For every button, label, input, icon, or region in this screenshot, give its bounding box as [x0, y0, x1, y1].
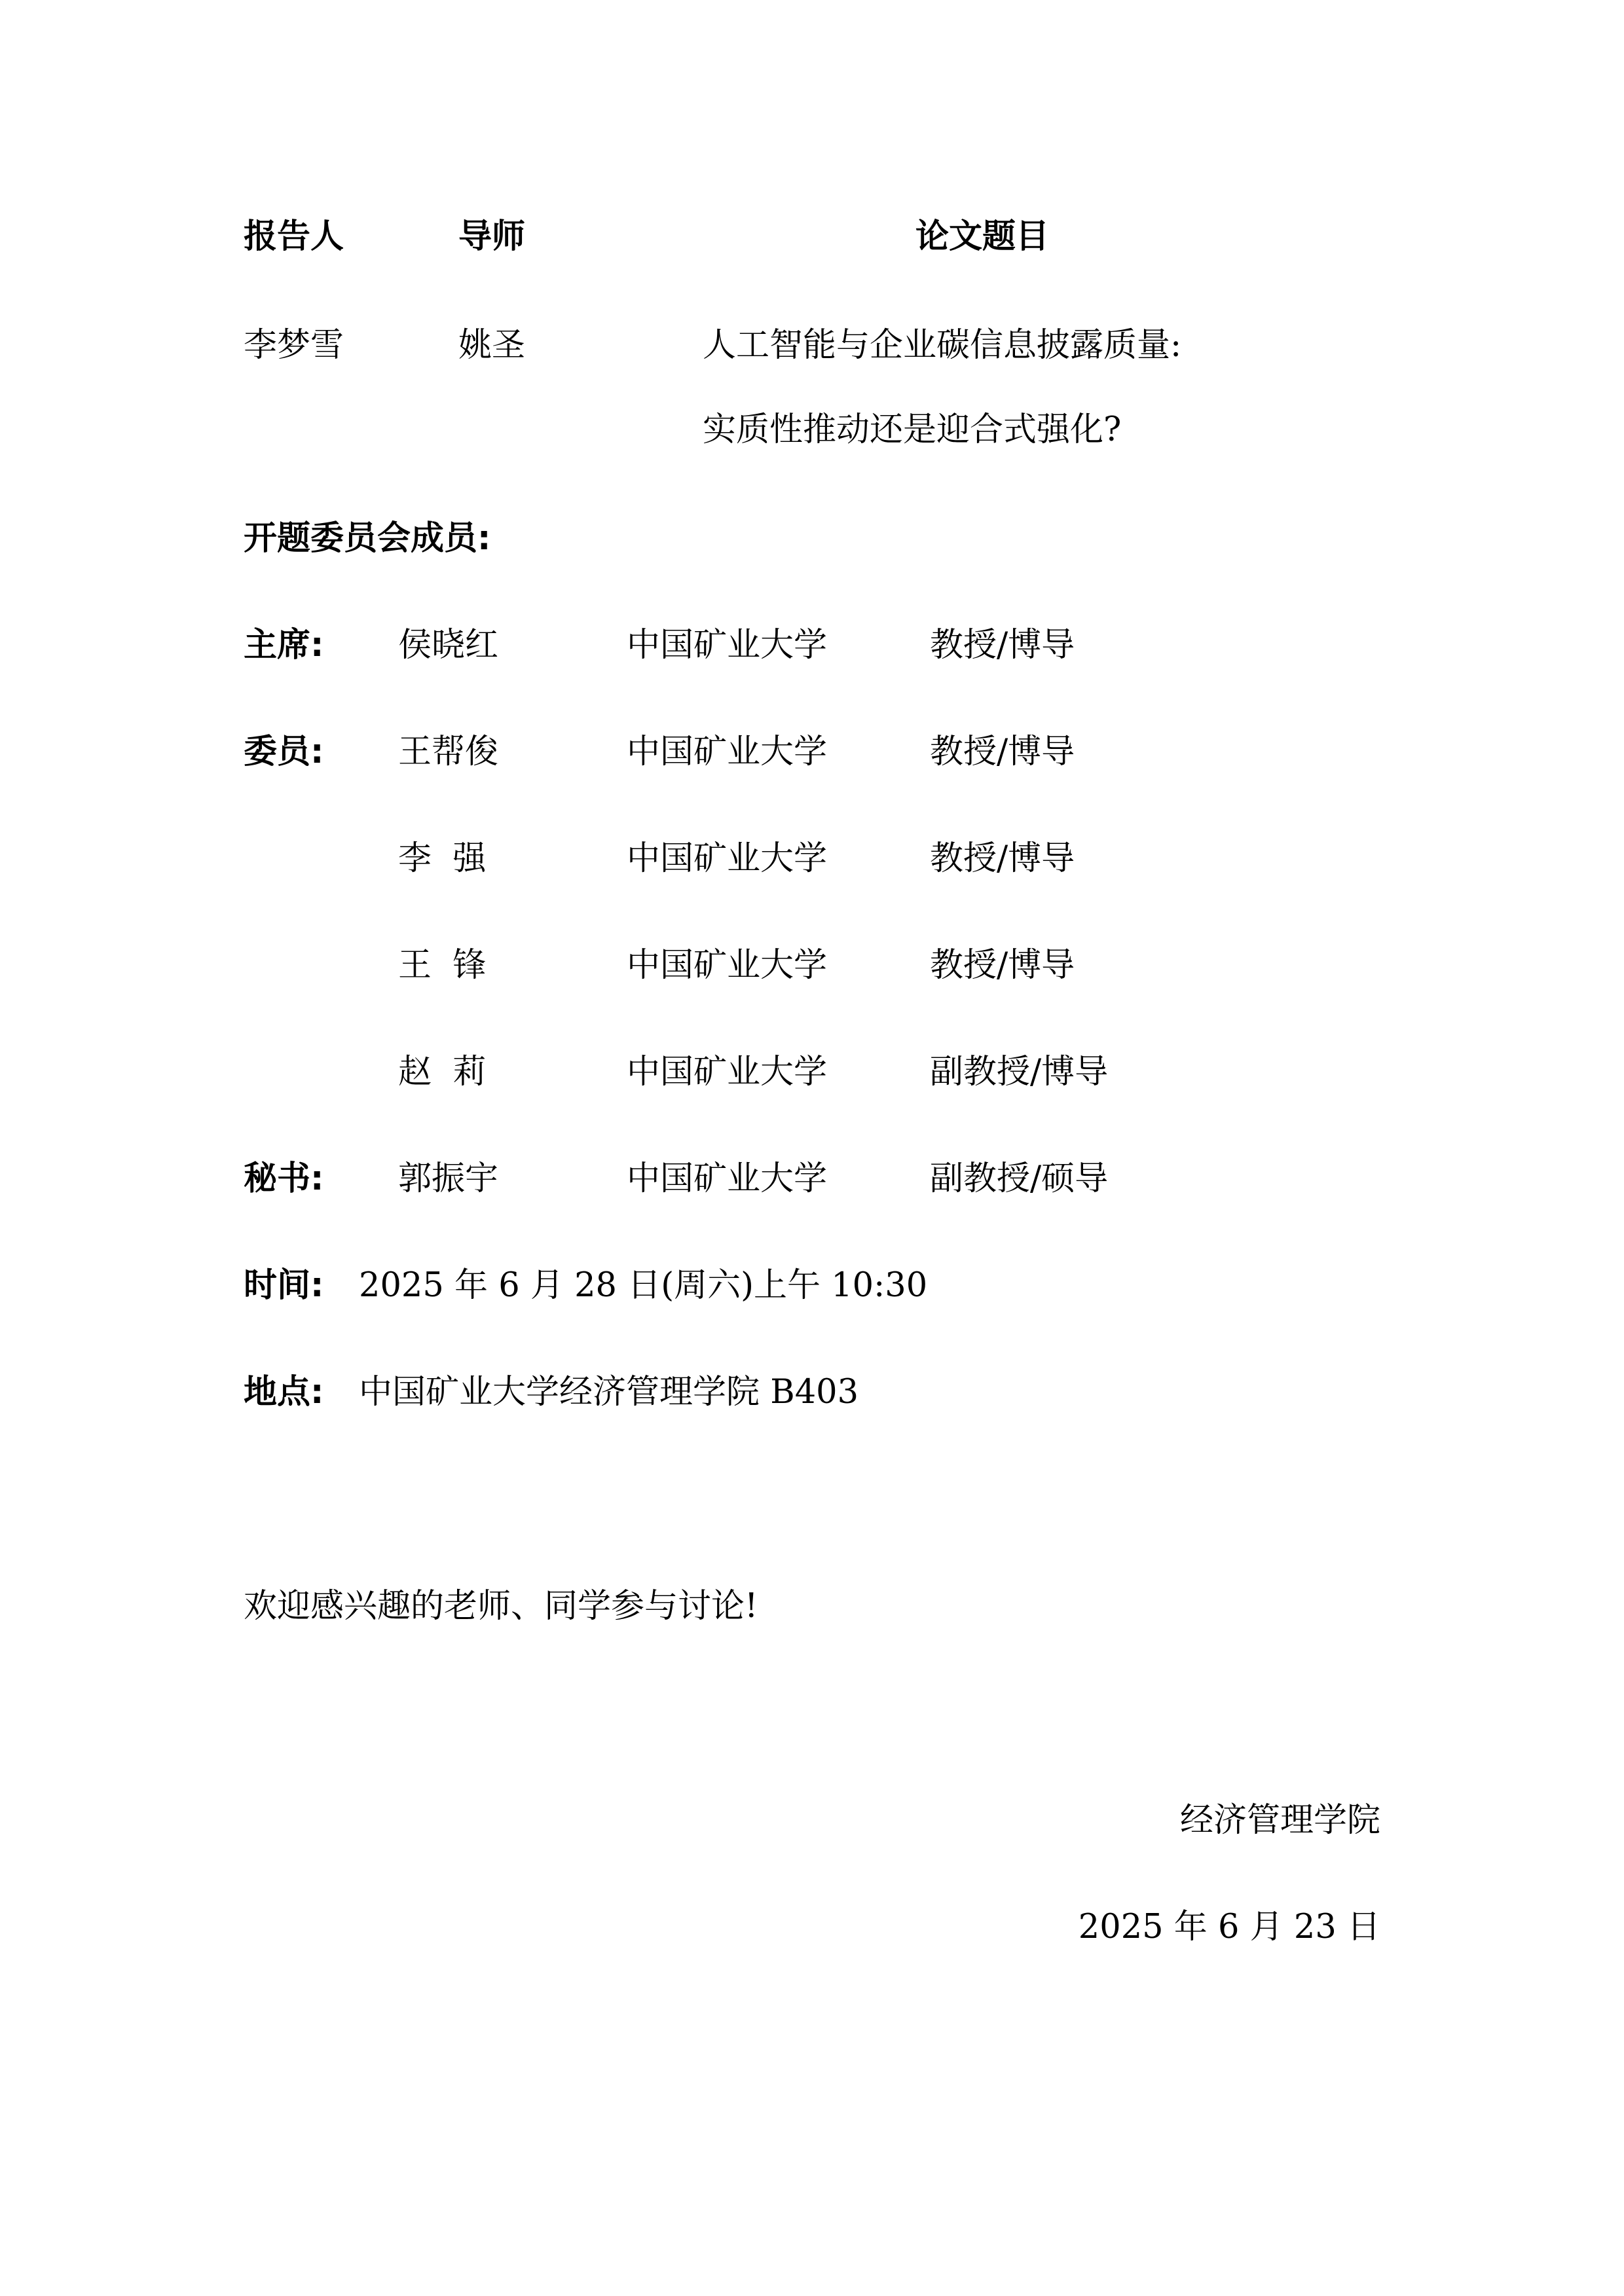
committee-member-affiliation: 中国矿业大学 [627, 1053, 828, 1091]
committee-member-title: 教授/博导 [930, 946, 1075, 985]
committee-member-affiliation: 中国矿业大学 [627, 1159, 828, 1198]
invitation-text: 欢迎感兴趣的老师、同学参与讨论! [244, 1587, 758, 1626]
place-label: 地点: [244, 1373, 324, 1412]
committee-member-affiliation: 中国矿业大学 [627, 946, 828, 985]
thesis-title-column-header: 论文题目 [915, 217, 1050, 256]
committee-member-name: 李 强 [398, 839, 487, 878]
committee-member-title: 副教授/博导 [930, 1053, 1109, 1091]
committee-member-title: 副教授/硕导 [930, 1159, 1109, 1198]
committee-member-title: 教授/博导 [930, 626, 1075, 665]
committee-member-title: 教授/博导 [930, 839, 1075, 878]
committee-member-name: 郭振宇 [398, 1159, 499, 1198]
committee-member-affiliation: 中国矿业大学 [627, 626, 828, 665]
advisor-column-header: 导师 [458, 217, 526, 256]
committee-member-affiliation: 中国矿业大学 [627, 733, 828, 771]
thesis-title-line-2: 实质性推动还是迎合式强化? [703, 410, 1122, 449]
time-value: 2025 年 6 月 28 日(周六)上午 10:30 [359, 1266, 928, 1305]
thesis-title-line-1: 人工智能与企业碳信息披露质量: [703, 326, 1182, 365]
advisor-name: 姚圣 [458, 326, 526, 365]
reporter-column-header: 报告人 [244, 217, 344, 256]
reporter-name: 李梦雪 [244, 326, 344, 365]
member-label: 委员: [244, 733, 324, 771]
place-value: 中国矿业大学经济管理学院 B403 [359, 1373, 859, 1412]
committee-member-name: 赵 莉 [398, 1053, 487, 1091]
committee-member-title: 教授/博导 [930, 733, 1075, 771]
committee-member-name: 王帮俊 [398, 733, 499, 771]
time-label: 时间: [244, 1266, 324, 1305]
footer-date: 2025 年 6 月 23 日 [1078, 1908, 1380, 1946]
secretary-label: 秘书: [244, 1159, 324, 1198]
committee-heading: 开题委员会成员: [244, 519, 491, 558]
footer-organization: 经济管理学院 [1179, 1801, 1380, 1840]
committee-member-name: 侯晓红 [398, 626, 499, 665]
chair-label: 主席: [244, 626, 324, 665]
committee-member-name: 王 锋 [398, 946, 487, 985]
committee-member-affiliation: 中国矿业大学 [627, 839, 828, 878]
